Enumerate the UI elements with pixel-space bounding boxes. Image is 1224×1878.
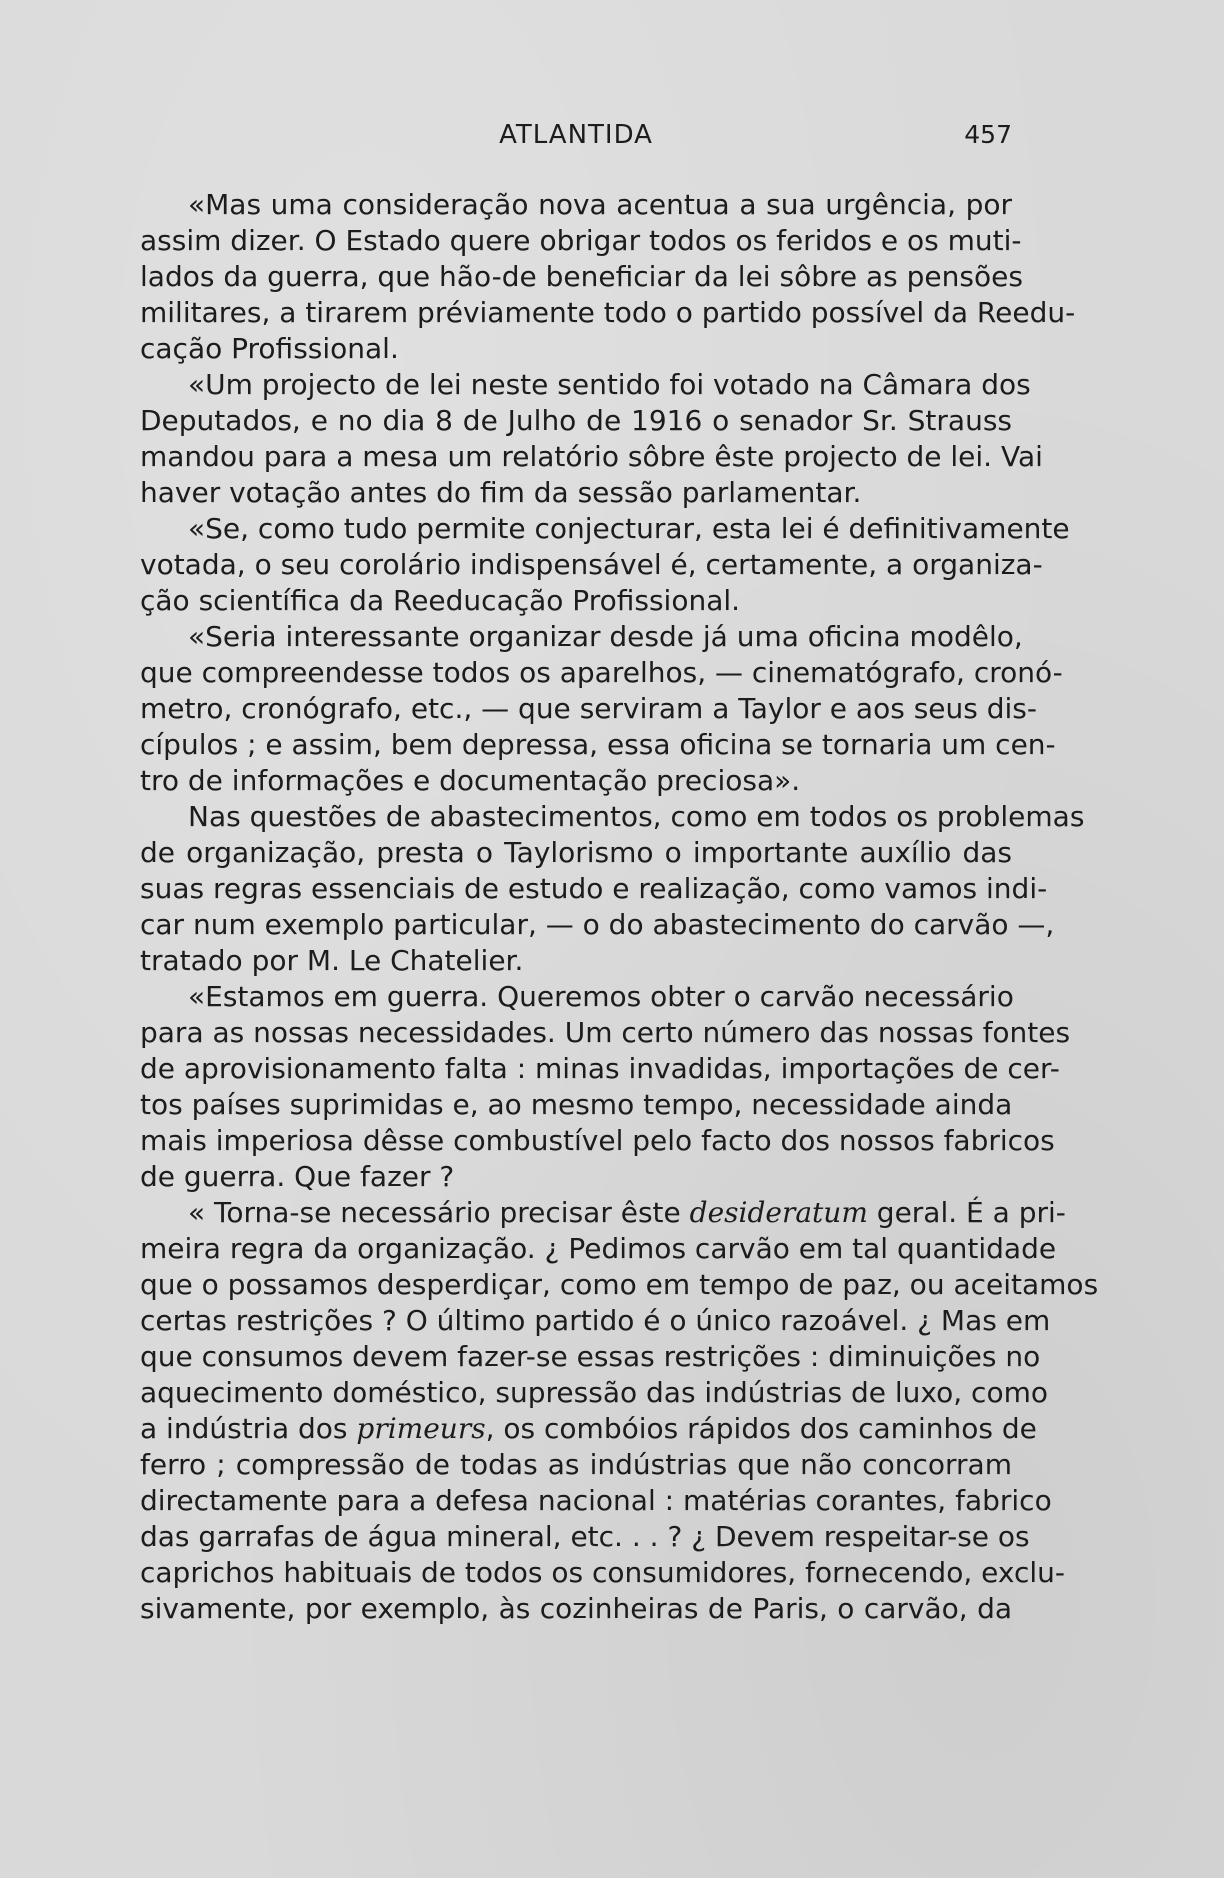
text-line: tratado por M. Le Chatelier. [140, 944, 524, 977]
text-line: Nas questões de abastecimentos, como em todos os problemas [188, 800, 1085, 833]
text-line: que consumos devem fazer-se essas restrições : diminuições no [140, 1340, 1041, 1373]
paragraph [140, 799, 1085, 979]
text-line: aquecimento doméstico, supressão das indústrias de luxo, como [140, 1376, 1048, 1409]
text-line: «Estamos em guerra. Queremos obter o carvão necessário [188, 980, 1014, 1013]
text-line: meira regra da organização. ¿ Pedimos carvão em tal quantidade [140, 1232, 1057, 1265]
text-line: lados da guerra, que hão-de beneficiar da lei sôbre as pensões [140, 260, 1023, 293]
paragraph [140, 367, 1043, 511]
text-line: «Mas uma consideração nova acentua a sua urgência, por [188, 188, 1012, 221]
text-line: haver votação antes do fim da sessão parlamentar. [140, 476, 862, 509]
paragraph [140, 1195, 1099, 1627]
text-line: assim dizer. O Estado quere obrigar todos os feridos e os muti- [140, 224, 1022, 257]
running-title: ATLANTIDA [499, 120, 653, 150]
text-line: para as nossas necessidades. Um certo número das nossas fontes [140, 1016, 1071, 1049]
text-line: votada, o seu corolário indispensável é, certamente, a organiza- [140, 548, 1043, 581]
text-line: de aprovisionamento falta : minas invadidas, importações de cer- [140, 1052, 1060, 1085]
text-line: mandou para a mesa um relatório sôbre êste projecto de lei. Vai [140, 440, 1043, 473]
text-line: Deputados, e no dia 8 de Julho de 1916 o senador Sr. Strauss [140, 404, 1012, 437]
text-line: mais imperiosa dêsse combustível pelo facto dos nossos fabricos [140, 1124, 1055, 1157]
text-line: cípulos ; e assim, bem depressa, essa oficina se tornaria um cen- [140, 728, 1056, 761]
text-line: directamente para a defesa nacional : matérias corantes, fabrico [140, 1484, 1052, 1517]
text-line: «Um projecto de lei neste sentido foi votado na Câmara dos [188, 368, 1031, 401]
text-line: militares, a tirarem préviamente todo o partido possível da Reedu- [140, 296, 1076, 329]
page-header [140, 120, 1012, 160]
body-text [140, 187, 1099, 1627]
text-line: ferro ; compressão de todas as indústrias que não concorram [140, 1448, 1012, 1481]
text-line: certas restrições ? O último partido é o único razoável. ¿ Mas em [140, 1304, 1051, 1337]
paragraph [140, 187, 1076, 367]
paragraph [140, 979, 1071, 1195]
text-line: metro, cronógrafo, etc., — que serviram a Taylor e aos seus dis- [140, 692, 1037, 725]
text-line: a indústria dos primeurs, os combóios rápidos dos caminhos de [140, 1412, 1037, 1445]
text-line: que compreendesse todos os aparelhos, — cinematógrafo, cronó- [140, 656, 1063, 689]
text-line: «Se, como tudo permite conjecturar, esta lei é definitivamente [188, 512, 1070, 545]
paragraph [140, 619, 1063, 799]
text-line: das garrafas de água mineral, etc. . . ? ¿ Devem respeitar-se os [140, 1520, 1030, 1553]
text-line: tos países suprimidas e, ao mesmo tempo, necessidade ainda [140, 1088, 1013, 1121]
text-line: de guerra. Que fazer ? [140, 1160, 455, 1193]
italic-term: desideratum [689, 1196, 868, 1229]
text-line: caprichos habituais de todos os consumidores, fornecendo, exclu- [140, 1556, 1065, 1589]
text-line: « Torna-se necessário precisar êste desideratum geral. É a pri- [188, 1196, 1066, 1229]
text-line: sivamente, por exemplo, às cozinheiras de Paris, o carvão, da [140, 1592, 1012, 1625]
text-line: que o possamos desperdiçar, como em tempo de paz, ou aceitamos [140, 1268, 1099, 1301]
italic-term: primeurs [356, 1412, 486, 1445]
text-line: suas regras essenciais de estudo e realização, como vamos indi- [140, 872, 1048, 905]
paragraph [140, 511, 1070, 619]
text-line: ção scientífica da Reeducação Profissional. [140, 584, 741, 617]
page-number: 457 [964, 120, 1012, 149]
text-line: «Seria interessante organizar desde já uma oficina modêlo, [188, 620, 1023, 653]
text-line: car num exemplo particular, — o do abastecimento do carvão —, [140, 908, 1055, 941]
text-line: cação Profissional. [140, 332, 399, 365]
text-line: tro de informações e documentação preciosa». [140, 764, 801, 797]
text-line: de organização, presta o Taylorismo o importante auxílio das [140, 836, 1012, 869]
